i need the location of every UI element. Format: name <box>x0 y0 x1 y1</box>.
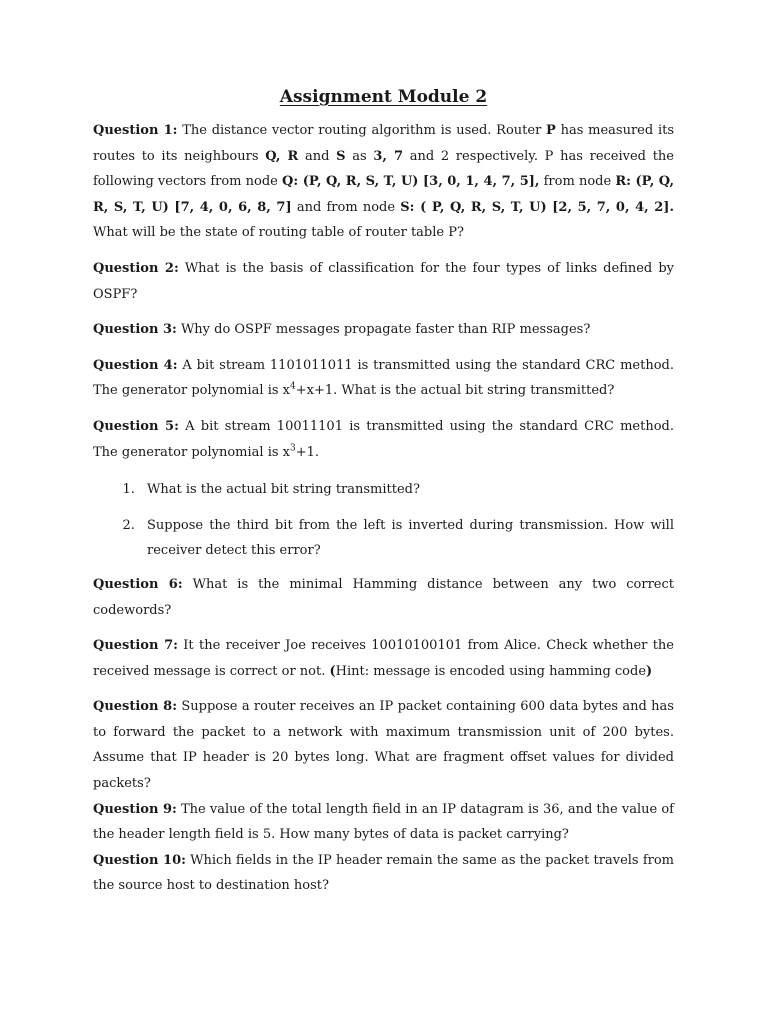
list-item: 1. What is the actual bit string transmitted? <box>139 477 674 503</box>
question-label: Question 2: <box>93 260 179 276</box>
question-text: A bit stream 1101011011 is transmitted using the standard CRC method. The generator polynomial is x <box>93 357 674 399</box>
question-label: Question 1: <box>93 123 178 138</box>
question-label: Question 4: <box>93 357 178 373</box>
question-text: and <box>298 148 337 164</box>
question-text: and from node <box>291 199 401 215</box>
question-9 <box>93 797 674 848</box>
question-4 <box>93 353 674 404</box>
question-2 <box>93 256 674 307</box>
question-1 <box>93 118 674 246</box>
exponent: 4 <box>289 382 296 393</box>
question-text: Suppose a router receives an IP packet containing 600 data bytes and has to forward the packet to a network with maximum transmission unit of 200 bytes. Assume that IP header is 20 bytes long. What are fragment offset values for divided packets? <box>93 699 674 792</box>
question-label: Question 10: <box>93 852 186 868</box>
bold-text: S: ( P, Q, R, S, T, U) [2, 5, 7, 0, 4, 2]. <box>400 199 674 215</box>
list-item: 2. Suppose the third bit from the left is inverted during transmission. How will receiver detect this error? <box>139 513 674 564</box>
bold-text: ) <box>646 663 653 679</box>
bold-text: S <box>336 148 346 164</box>
question-5-sublist <box>93 477 674 564</box>
question-text: What is the minimal Hamming distance between any two correct codewords? <box>93 576 674 618</box>
question-label: Question 5: <box>93 418 179 434</box>
question-text: What is the basis of classification for the four types of links defined by OSPF? <box>93 260 674 302</box>
bold-text: P <box>546 123 556 138</box>
question-text: as <box>345 148 374 164</box>
question-label: Question 3: <box>93 322 177 338</box>
bold-text: Q, R <box>265 148 299 164</box>
bold-text: Q: (P, Q, R, S, T, U) [3, 0, 1, 4, 7, 5], <box>282 174 540 190</box>
page-title: Assignment Module 2 <box>279 87 488 107</box>
question-text: Hint: message is encoded using hamming code <box>335 663 647 679</box>
question-text: +x+1. What is the actual bit string transmitted? <box>295 383 615 399</box>
question-7 <box>93 633 674 684</box>
exponent: 3 <box>289 443 296 454</box>
question-text: What will be the state of routing table of router table P? <box>93 225 464 241</box>
question-6 <box>93 572 674 623</box>
bold-text: 3, 7 <box>373 148 404 164</box>
question-text: The distance vector routing algorithm is used. Router <box>177 123 547 138</box>
question-label: Question 9: <box>93 801 177 817</box>
question-text: Why do OSPF messages propagate faster than RIP messages? <box>176 322 591 338</box>
question-10 <box>93 848 674 899</box>
question-text: Which fields in the IP header remain the same as the packet travels from the source host to destination host? <box>93 852 674 894</box>
question-5 <box>93 414 674 465</box>
question-text: has measured its routes to its neighbours <box>93 123 674 164</box>
question-text: It the receiver Joe receives 10010100101 from Alice. Check whether the received message is correct or not. <box>93 638 674 679</box>
question-label: Question 8: <box>93 699 178 715</box>
question-text: +1. <box>295 444 320 460</box>
question-8 <box>93 694 674 796</box>
bold-text: ( <box>329 663 336 679</box>
question-text: from node <box>539 174 616 190</box>
question-3 <box>93 317 674 343</box>
question-text: The value of the total length field in an IP datagram is 36, and the value of the header length field is 5. How many bytes of data is packet carrying? <box>93 801 674 843</box>
question-text: and 2 respectively. P has received the following vectors from node <box>93 148 674 190</box>
question-label: Question 7: <box>93 638 178 654</box>
bold-text: R: (P, Q, R, S, T, U) [7, 4, 0, 6, 8, 7] <box>93 174 675 215</box>
question-text: A bit stream 10011101 is transmitted using the standard CRC method. The generator polynomial is x <box>93 418 674 460</box>
question-label: Question 6: <box>93 576 183 592</box>
